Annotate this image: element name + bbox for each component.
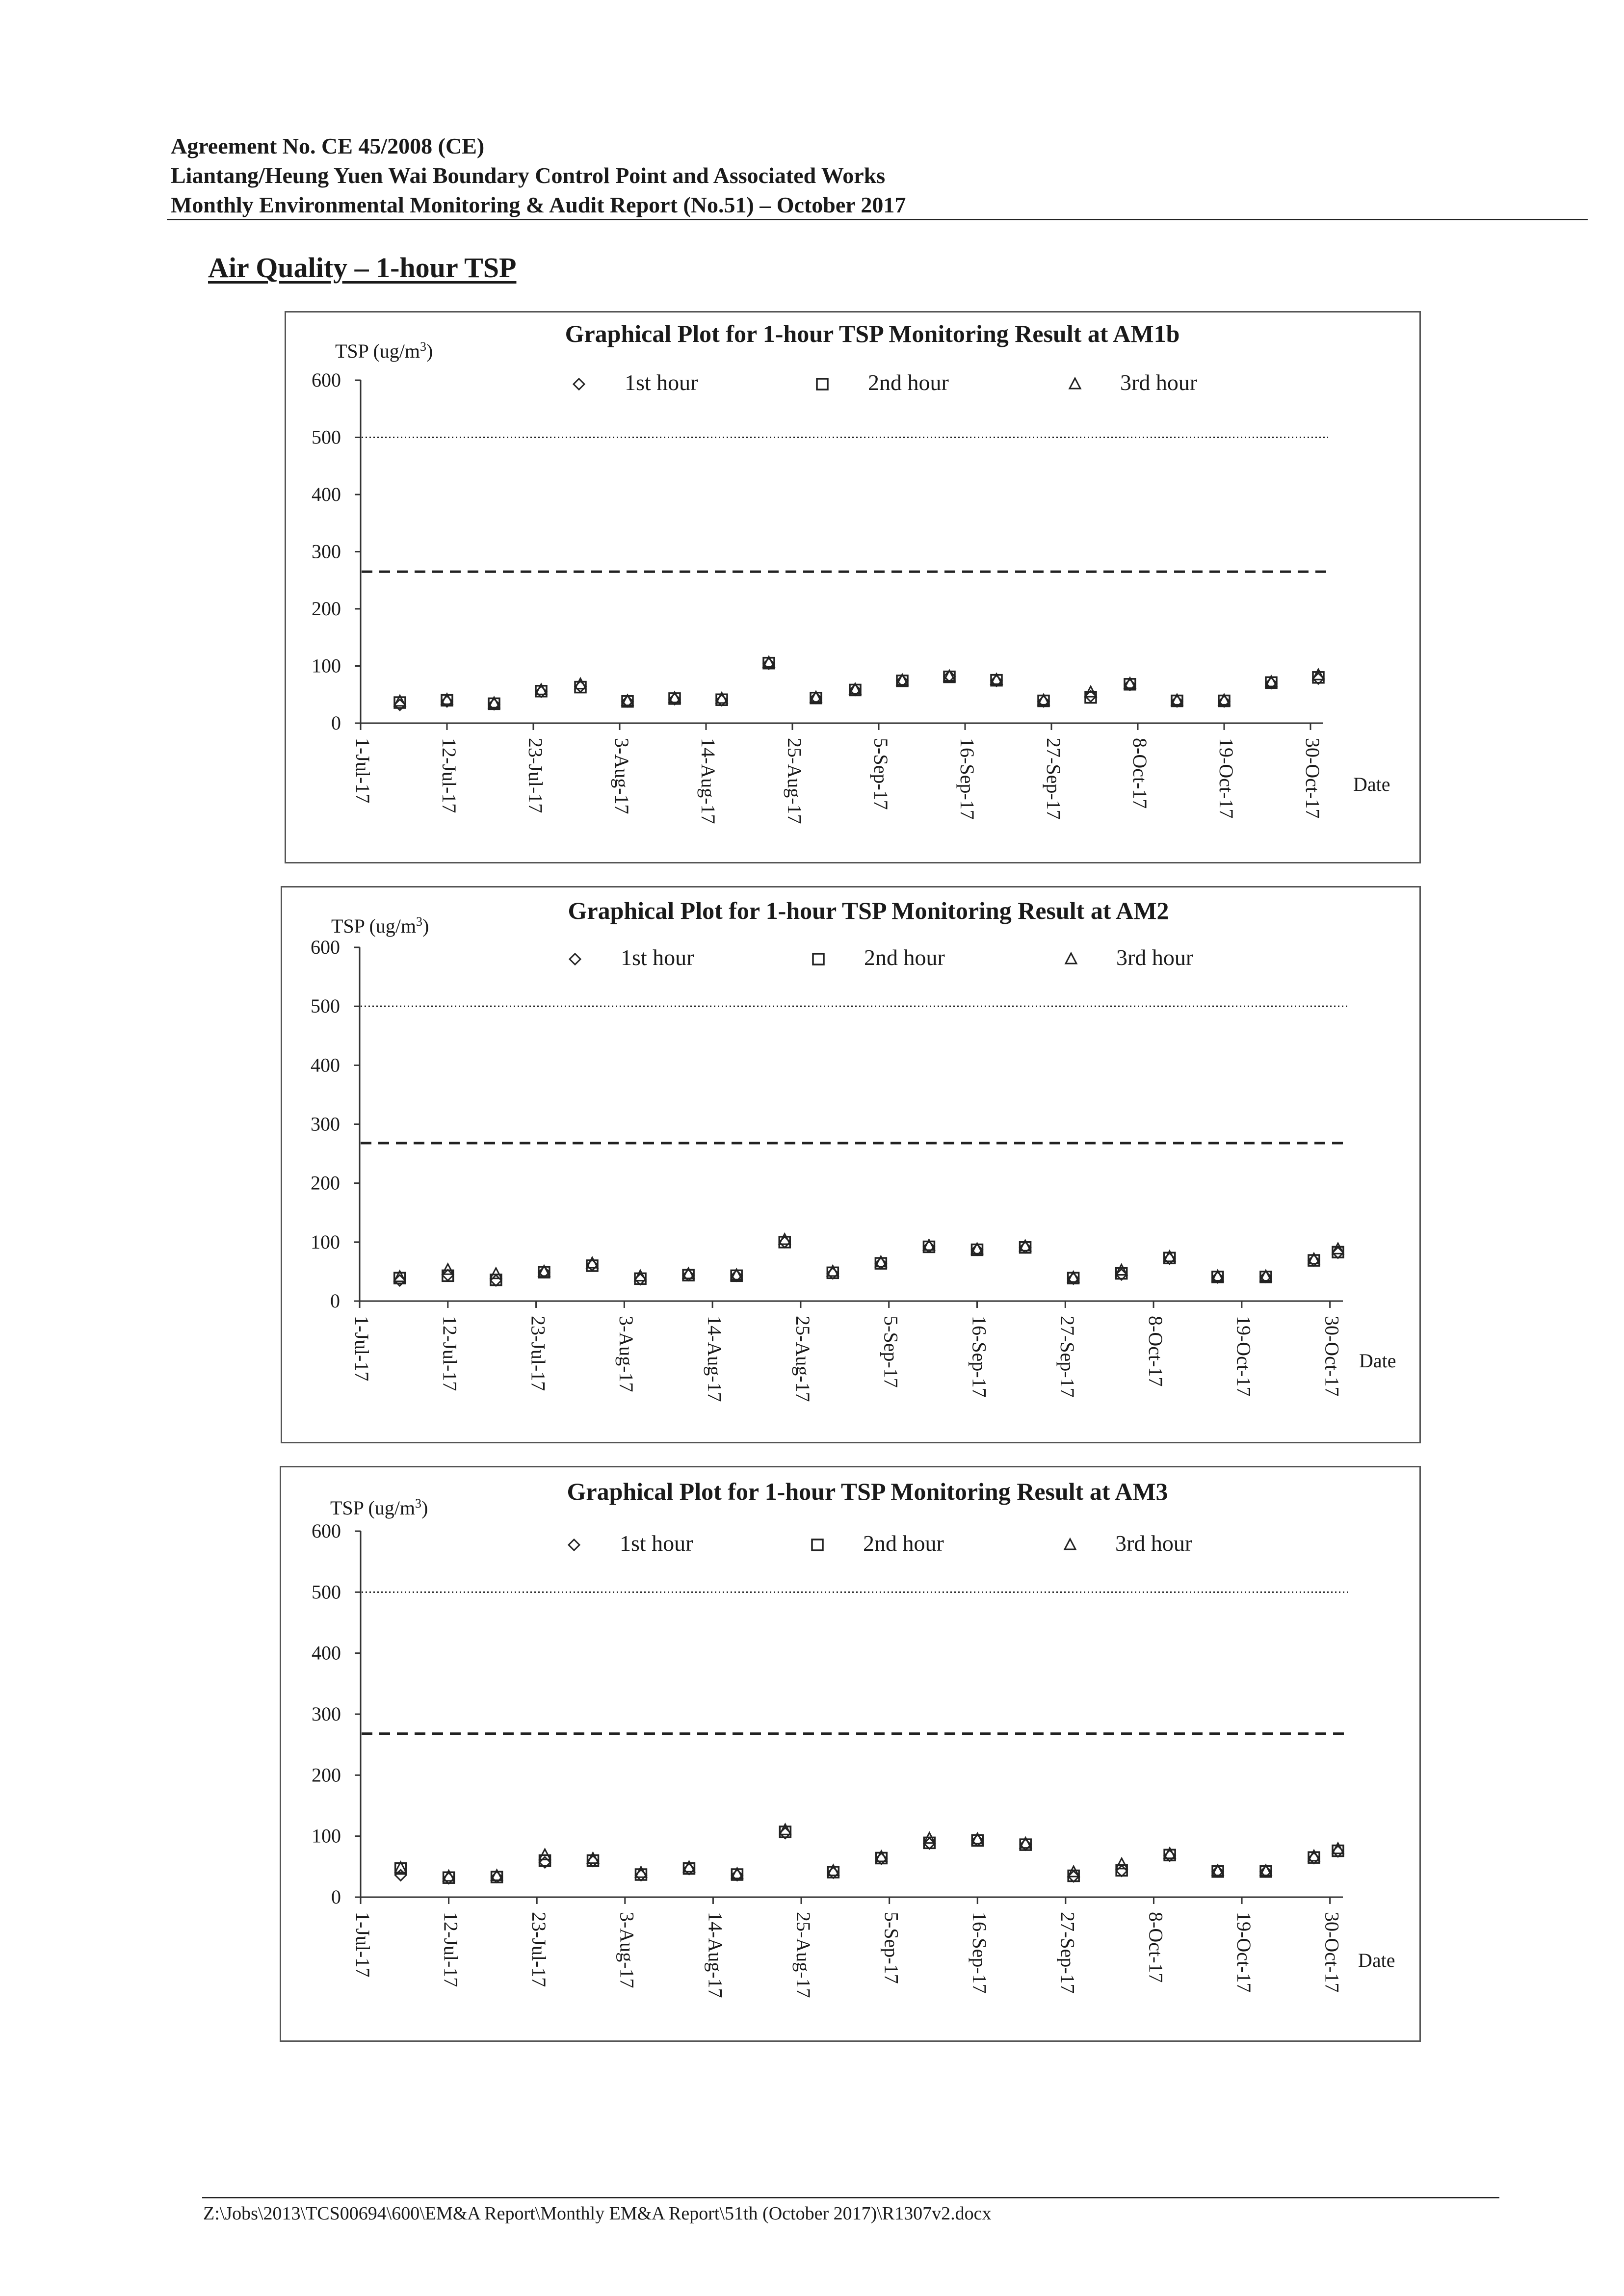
x-tick-label: 19-Oct-17 [1232, 1316, 1255, 1397]
y-tick-label: 600 [311, 936, 340, 958]
y-axis-label-main: TSP (ug/m [330, 1497, 415, 1519]
x-tick-label: 25-Aug-17 [783, 738, 806, 824]
x-tick-label: 1-Jul-17 [351, 738, 374, 804]
y-tick-label: 600 [312, 369, 341, 391]
x-axis-label: Date [1358, 1949, 1395, 1971]
data-point-diamond [1116, 1866, 1127, 1877]
chart-title: Graphical Plot for 1-hour TSP Monitoring Result at AM2 [568, 897, 1169, 924]
y-tick-label: 300 [312, 1703, 341, 1725]
x-tick-label: 30-Oct-17 [1321, 1912, 1343, 1993]
y-tick-label: 300 [312, 540, 341, 563]
x-tick-label: 8-Oct-17 [1144, 1316, 1167, 1387]
y-axis-label-close: ) [421, 1497, 428, 1519]
y-tick-label: 400 [312, 1642, 341, 1664]
x-tick-label: 16-Sep-17 [969, 1912, 991, 1994]
y-axis-label [335, 339, 433, 362]
legend-marker-diamond [569, 1539, 579, 1550]
x-tick-label: 27-Sep-17 [1056, 1316, 1079, 1398]
legend-marker-square [817, 379, 828, 390]
x-tick-label: 1-Jul-17 [350, 1316, 373, 1382]
x-tick-label: 5-Sep-17 [880, 1316, 902, 1388]
legend-label: 1st hour [621, 945, 694, 970]
report-header [171, 131, 1594, 220]
y-axis-label-superscript: 3 [415, 1496, 421, 1511]
data-point-triangle [1313, 669, 1324, 679]
x-tick-label: 5-Sep-17 [869, 738, 892, 810]
x-tick-label: 12-Jul-17 [440, 1912, 462, 1987]
legend-marker-square [813, 954, 824, 965]
y-tick-label: 300 [311, 1113, 340, 1135]
y-axis-label-superscript: 3 [416, 914, 422, 929]
footer-file-path: Z:\Jobs\2013\TCS00694\600\EM&A Report\Monthly EM&A Report\51th (October 2017)\R1307v2.docx [203, 2203, 992, 2224]
legend-label: 2nd hour [863, 1531, 944, 1556]
header-rule [167, 219, 1588, 220]
legend-label: 3rd hour [1115, 1531, 1193, 1556]
chart-svg [286, 313, 1419, 862]
x-tick-label: 16-Sep-17 [968, 1316, 991, 1398]
y-axis-label [330, 1496, 428, 1519]
legend-marker-diamond [574, 379, 584, 390]
x-tick-label: 12-Jul-17 [438, 738, 460, 813]
y-tick-label: 100 [311, 1230, 340, 1253]
y-tick-label: 500 [311, 995, 340, 1018]
legend-label: 3rd hour [1116, 945, 1194, 970]
data-point-diamond [635, 1274, 646, 1285]
legend-marker-triangle [1066, 953, 1076, 964]
x-axis-label: Date [1359, 1350, 1396, 1372]
legend-marker-triangle [1065, 1539, 1075, 1549]
legend-marker-square [812, 1539, 823, 1550]
x-tick-label: 27-Sep-17 [1042, 738, 1065, 820]
data-point-triangle [491, 1268, 501, 1278]
y-tick-label: 100 [312, 654, 341, 677]
y-axis-label-main: TSP (ug/m [331, 915, 416, 937]
x-tick-label: 27-Sep-17 [1056, 1912, 1079, 1994]
report-title: Monthly Environmental Monitoring & Audit Report (No.51) – October 2017 [171, 192, 906, 217]
footer-rule [202, 2197, 1499, 2198]
legend-label: 1st hour [620, 1531, 693, 1556]
x-tick-label: 30-Oct-17 [1301, 738, 1324, 819]
chart-svg [282, 887, 1419, 1442]
x-tick-label: 19-Oct-17 [1215, 738, 1237, 819]
data-point-triangle [779, 1234, 790, 1244]
x-tick-label: 8-Oct-17 [1128, 738, 1151, 809]
legend-label: 2nd hour [864, 945, 945, 970]
y-axis-label-close: ) [422, 915, 429, 937]
section-title: Air Quality – 1-hour TSP [208, 252, 517, 284]
project-title: Liantang/Heung Yuen Wai Boundary Control Point and Associated Works [171, 163, 886, 188]
x-tick-label: 1-Jul-17 [351, 1912, 374, 1978]
chart-title: Graphical Plot for 1-hour TSP Monitoring Result at AM3 [567, 1478, 1168, 1505]
x-tick-label: 12-Jul-17 [439, 1316, 461, 1391]
x-tick-label: 14-Aug-17 [697, 738, 719, 824]
data-point-diamond [395, 1870, 406, 1880]
y-tick-label: 0 [330, 1290, 340, 1312]
y-tick-label: 0 [331, 712, 341, 734]
x-tick-label: 30-Oct-17 [1321, 1316, 1343, 1397]
y-tick-label: 200 [312, 1764, 341, 1786]
y-axis-label-close: ) [426, 340, 433, 362]
y-axis-label-main: TSP (ug/m [335, 340, 420, 362]
legend-marker-triangle [1070, 378, 1080, 389]
chart-title: Graphical Plot for 1-hour TSP Monitoring Result at AM1b [565, 320, 1180, 347]
y-axis-label [331, 914, 429, 937]
chart-svg [281, 1467, 1419, 2040]
x-tick-label: 3-Aug-17 [616, 1912, 638, 1988]
y-tick-label: 600 [312, 1520, 341, 1542]
data-point-triangle [635, 1271, 646, 1281]
x-tick-label: 5-Sep-17 [880, 1912, 903, 1984]
x-tick-label: 25-Aug-17 [791, 1316, 814, 1402]
x-tick-label: 19-Oct-17 [1232, 1912, 1255, 1993]
y-axis-label-superscript: 3 [420, 339, 426, 354]
x-tick-label: 8-Oct-17 [1145, 1912, 1167, 1983]
y-tick-label: 500 [312, 426, 341, 448]
data-point-triangle [1116, 1858, 1127, 1869]
data-point-triangle [1333, 1243, 1343, 1253]
x-tick-label: 23-Jul-17 [527, 1316, 550, 1391]
x-axis-label: Date [1353, 773, 1390, 795]
chart-am3 [280, 1466, 1421, 2042]
y-tick-label: 100 [312, 1825, 341, 1847]
y-tick-label: 200 [312, 598, 341, 620]
x-tick-label: 25-Aug-17 [792, 1912, 814, 1998]
legend-label: 2nd hour [868, 370, 949, 395]
chart-am1b [285, 311, 1421, 863]
data-point-triangle [575, 678, 586, 689]
y-tick-label: 400 [312, 483, 341, 505]
y-tick-label: 400 [311, 1054, 340, 1076]
x-tick-label: 3-Aug-17 [615, 1316, 638, 1392]
chart-am2 [281, 886, 1421, 1443]
x-tick-label: 3-Aug-17 [610, 738, 633, 814]
y-tick-label: 0 [331, 1886, 341, 1908]
agreement-number: Agreement No. CE 45/2008 (CE) [171, 133, 485, 158]
y-tick-label: 500 [312, 1581, 341, 1603]
y-tick-label: 200 [311, 1172, 340, 1194]
x-tick-label: 14-Aug-17 [704, 1912, 727, 1998]
x-tick-label: 23-Jul-17 [528, 1912, 550, 1987]
x-tick-label: 16-Sep-17 [956, 738, 978, 820]
legend-label: 1st hour [625, 370, 698, 395]
legend-marker-diamond [570, 954, 580, 965]
legend-label: 3rd hour [1120, 370, 1198, 395]
x-tick-label: 14-Aug-17 [703, 1316, 726, 1402]
x-tick-label: 23-Jul-17 [524, 738, 547, 813]
